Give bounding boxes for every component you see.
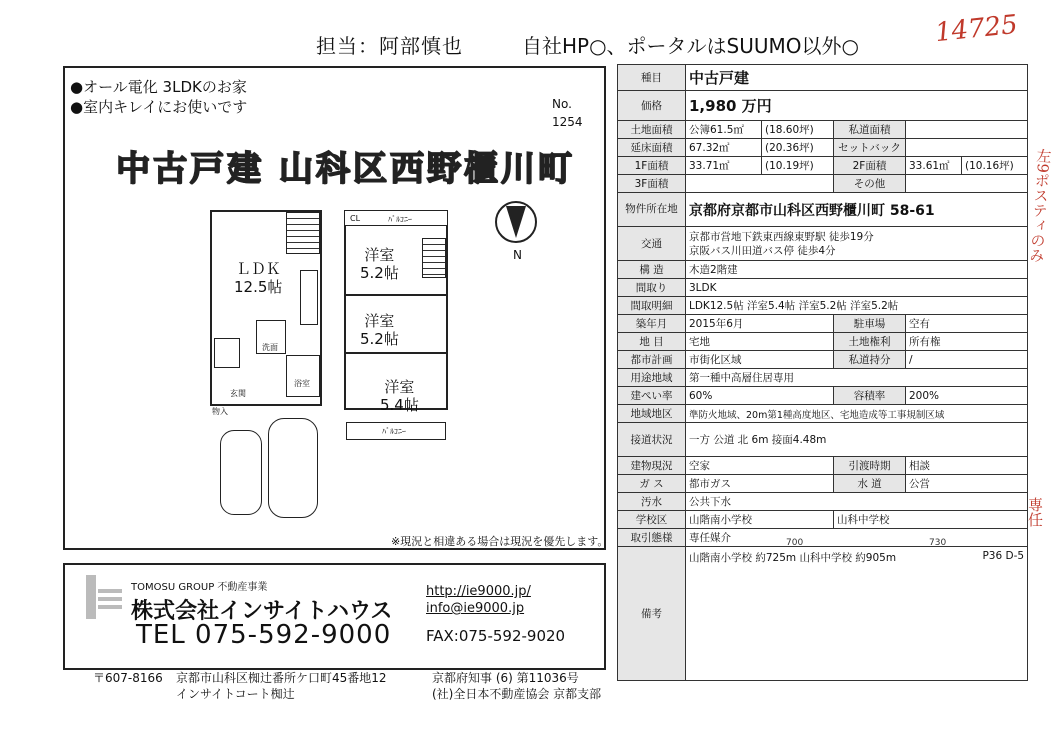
layout-detail-label: 間取明細 [618,297,686,315]
compass-north-label: N [513,248,522,262]
company-email-link[interactable]: info@ie9000.jp [426,601,525,616]
balcony-label: ﾊﾞﾙｺﾆｰ [382,427,406,436]
f2-value: 33.61㎡ [906,157,962,175]
price-label: 価格 [618,91,686,121]
f2-label: 2F面積 [834,157,906,175]
landuse-label: 地 目 [618,333,686,351]
type-value: 中古戸建 [686,65,1028,91]
closet-label: CL [350,214,361,223]
transport-value [686,227,1028,261]
deal-label: 取引態様 [618,529,686,547]
company-fax: FAX:075-592-9020 [426,627,566,645]
status-value: 空家 [686,457,834,475]
far-value: 200% [906,387,1028,405]
table-row [618,65,1028,91]
private-road-value [906,121,1028,139]
road-label: 接道状況 [618,423,686,457]
promo-line: ●オール電化 3LDKのお家 [70,78,247,96]
balcony-label: ﾊﾞﾙｺﾆｰ [388,215,412,224]
remarks-value [686,547,1028,681]
room1-label: 洋室 5.2帖 [360,246,399,282]
company-website-link[interactable]: http://ie9000.jp/ [426,584,531,599]
school-elementary: 山階南小学校 [686,511,834,529]
structure-value: 木造2階建 [686,261,1028,279]
coverage-label: 建ぺい率 [618,387,686,405]
handwritten-code: 14725 [933,9,1020,49]
remarks-label: 備考 [618,547,686,681]
table-row [618,457,1028,475]
water-value: 公営 [906,475,1028,493]
landright-label: 土地権利 [834,333,906,351]
table-row [618,511,1028,529]
table-row [618,297,1028,315]
bathroom [286,355,320,397]
car-outline [268,418,318,518]
property-spec-table [617,64,1028,681]
listing-no-label: No. [552,97,572,111]
gas-value: 都市ガス [686,475,834,493]
room2-label: 洋室 5.2帖 [360,312,399,348]
setback-value [906,139,1028,157]
built-value: 2015年6月 [686,315,834,333]
layout-value: 3LDK [686,279,1028,297]
table-row [618,175,1028,193]
floor-plan [200,190,545,530]
floor-area-tsubo: (20.36坪) [762,139,834,157]
kitchen-counter [300,270,318,325]
handover-label: 引渡時期 [834,457,906,475]
table-row [618,157,1028,175]
table-row [618,333,1028,351]
table-row [618,351,1028,369]
table-row [618,227,1028,261]
company-postal: 〒607-8166 [93,671,163,685]
layout-detail-value: LDK12.5帖 洋室5.4帖 洋室5.2帖 洋室5.2帖 [686,297,1028,315]
assignee-text: 担当：阿部慎也 [316,34,463,58]
setback-label: セットバック [834,139,906,157]
toilet [214,338,240,368]
stairs-2f [422,238,446,278]
compass-icon [492,198,540,246]
f2-tsubo: (10.16坪) [962,157,1028,175]
f3-value [686,175,834,193]
cityplan-value: 市街化区域 [686,351,834,369]
table-row [618,547,1028,681]
water-label: 水 道 [834,475,906,493]
company-association: (社)全日本不動産協会 京都支部 [432,687,602,701]
table-row [618,423,1028,457]
table-row [618,139,1028,157]
disclaimer-text: ※現況と相違ある場合は現況を優先します。 [391,535,609,548]
table-row [618,193,1028,227]
washroom-label: 洗面 [262,343,278,352]
sewage-value: 公共下水 [686,493,1028,511]
district-value: 準防火地域、20m第1種高度地区、宅地造成等工事規制区域 [686,405,1028,423]
parking-value: 空有 [906,315,1028,333]
entrance-label: 玄関 [230,389,246,398]
road-value: 一方 公道 北 6m 接面4.48m [686,423,1028,457]
status-label: 建物現況 [618,457,686,475]
land-tsubo: (18.60坪) [762,121,834,139]
f3-label: 3F面積 [618,175,686,193]
table-row [618,369,1028,387]
map-reference: P36 D-5 [982,550,1025,562]
bath-label: 浴室 [294,379,310,388]
table-row [618,315,1028,333]
car-outline [220,430,262,515]
far-label: 容積率 [834,387,906,405]
company-tel: TEL 075-592-9000 [136,620,392,650]
handwritten-distance: 730 [929,538,947,548]
handwritten-distance: 700 [786,538,804,548]
table-row [618,91,1028,121]
transport-label: 交通 [618,227,686,261]
school-label: 学校区 [618,511,686,529]
privateshare-value: / [906,351,1028,369]
table-row [618,475,1028,493]
company-group: TOMOSU GROUP 不動産事業 [131,582,268,593]
location-label: 物件所在地 [618,193,686,227]
wall-divider [344,294,448,296]
floor-area-label: 延床面積 [618,139,686,157]
coverage-value: 60% [686,387,834,405]
private-road-label: 私道面積 [834,121,906,139]
school-junior-high: 山科中学校 [834,511,1028,529]
f1-tsubo: (10.19坪) [762,157,834,175]
parking-label: 駐車場 [834,315,906,333]
listing-note: 自社HP○、ポータルはSUUMO以外○ [522,34,859,58]
built-label: 築年月 [618,315,686,333]
privateshare-label: 私道持分 [834,351,906,369]
deal-value: 専任媒介 [686,529,1028,547]
table-row [618,387,1028,405]
gas-label: ガ ス [618,475,686,493]
land-label: 土地面積 [618,121,686,139]
structure-label: 構 造 [618,261,686,279]
company-name: 株式会社インサイトハウス [131,599,393,624]
landuse-value: 宅地 [686,333,834,351]
table-row [618,405,1028,423]
sewage-label: 汚水 [618,493,686,511]
wall-divider [344,352,448,354]
table-row [618,121,1028,139]
district-label: 地域地区 [618,405,686,423]
handwritten-red-note: 左9ポスティのみ [1027,147,1053,264]
f1-value: 33.71㎡ [686,157,762,175]
table-row [618,529,1028,547]
other-value [906,175,1028,193]
landright-value: 所有権 [906,333,1028,351]
stairs [286,212,320,254]
floor-area-value: 67.32㎡ [686,139,762,157]
ldk-label: ＬＤＫ 12.5帖 [234,260,283,296]
table-row [618,493,1028,511]
zoning-label: 用途地域 [618,369,686,387]
land-value: 公簿61.5㎡ [686,121,762,139]
promo-line: ●室内キレイにお使いです [70,98,248,116]
table-row [618,261,1028,279]
transport-line: 京都市営地下鉄東西線東野駅 徒歩19分 [689,230,874,243]
type-label: 種目 [618,65,686,91]
listing-no-value: 1254 [552,115,583,129]
company-address: 京都市山科区椥辻番所ケ口町45番地12 [176,671,387,685]
transport-line: 京阪バス川田道バス停 徒歩4分 [689,244,836,257]
cityplan-label: 都市計画 [618,351,686,369]
company-license: 京都府知事 (6) 第11036号 [432,671,579,685]
school-distance: 山階南小学校 約725m 山科中学校 約905m [689,552,897,564]
zoning-value: 第一種中高層住居専用 [686,369,1028,387]
layout-label: 間取り [618,279,686,297]
company-building: インサイトコート椥辻 [176,687,295,701]
handover-value: 相談 [906,457,1028,475]
handwritten-red-note: 専任 [1026,497,1044,527]
location-value: 京都府京都市山科区西野櫃川町 58-61 [686,193,1028,227]
storage-label: 物入 [212,407,228,416]
f1-label: 1F面積 [618,157,686,175]
price-value: 1,980 万円 [686,91,1028,121]
room3-label: 洋室 5.4帖 [380,378,419,414]
table-row [618,279,1028,297]
company-logo-icon [86,575,122,619]
flyer-title: 中古戸建 山科区西野櫃川町 [116,149,575,189]
other-label: その他 [834,175,906,193]
